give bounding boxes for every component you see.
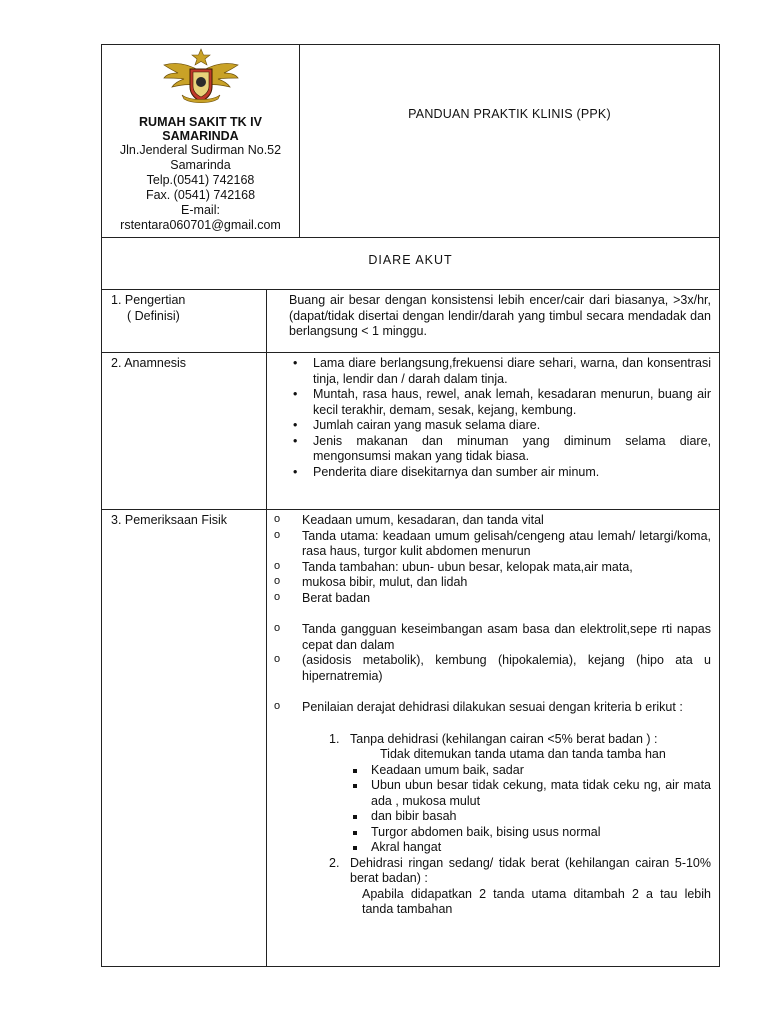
list-item: o Berat badan (258, 591, 711, 607)
list-item: Turgor abdomen baik, bising usus normal (350, 825, 711, 841)
physical-exam-content (267, 510, 719, 966)
section-label: 3. Pemeriksaan Fisik (102, 510, 267, 966)
list-item: o mukosa bibir, mulut, dan lidah (258, 575, 711, 591)
hospital-name-line-2: SAMARINDA (162, 129, 239, 143)
list-item: dan bibir basah (350, 809, 711, 825)
document-header (102, 45, 719, 238)
anamnesis-content (267, 353, 719, 509)
dehydration-grade (308, 856, 711, 918)
hospital-name-line-1: RUMAH SAKIT TK IV (139, 115, 262, 129)
section-pemeriksaan-fisik (102, 510, 719, 966)
grade-number: 1. (329, 731, 340, 746)
list-item: • Penderita diare disekitarnya dan sumber air minum. (290, 465, 711, 481)
email-label: E-mail: (181, 203, 220, 217)
grade-title: Tanpa dehidrasi (kehilangan cairan <5% berat badan ) : (350, 731, 658, 746)
fax-line: Fax. (0541) 742168 (145, 188, 256, 202)
ppk-document (101, 44, 720, 967)
hospital-emblem-icon (160, 47, 242, 109)
dehydration-grade-list (267, 732, 711, 918)
list-item: o (asidosis metabolik), kembung (hipokalemia), kejang (hipo ata u hipernatremia) (258, 653, 711, 684)
list-item: o Penilaian derajat dehidrasi dilakukan sesuai dengan kriteria b erikut : (258, 700, 711, 716)
anamnesis-list (267, 356, 711, 480)
email-address: rstentara060701@gmail.com (120, 218, 281, 232)
list-item: • Lama diare berlangsung,frekuensi diare sehari, warna, dan konsentrasi tinja, lendir dan / darah dalam tinja. (290, 356, 711, 387)
list-item: • Muntah, rasa haus, rewel, anak lemah, kesadaran menurun, buang air kecil terakhir, demam, sesak, kejang, kembung. (290, 387, 711, 418)
grade-title: Dehidrasi ringan sedang/ tidak berat (kehilangan cairan 5-10% berat badan) : (350, 855, 711, 885)
grade-number: 2. (329, 855, 340, 870)
definition-text: Buang air besar dengan konsistensi lebih encer/cair dari biasanya, >3x/hr, (dapat/tidak disertai dengan lendir/darah yang timbul secara mendadak dan berlangsung < 1 minggu. (289, 293, 711, 338)
grade-description: Tidak ditemukan tanda utama dan tanda tamba han (380, 747, 666, 761)
phone-line: Telp.(0541) 742168 (146, 173, 255, 187)
section-pengertian (102, 290, 719, 353)
list-item: Keadaan umum baik, sadar (350, 763, 711, 779)
address-line: Jln.Jenderal Sudirman No.52 (119, 143, 282, 157)
list-item: o Tanda tambahan: ubun- ubun besar, kelopak mata,air mata, (258, 560, 711, 576)
section-label: 2. Anamnesis (102, 353, 267, 509)
document-title: DIARE AKUT (102, 238, 719, 290)
dehydration-grade (329, 732, 711, 856)
list-item: Akral hangat (350, 840, 711, 856)
list-item: o Tanda utama: keadaan umum gelisah/cengeng atau lemah/ letargi/koma, rasa haus, turgor kulit abdomen menurun (258, 529, 711, 560)
section-anamnesis (102, 353, 719, 510)
document-type: PANDUAN PRAKTIK KLINIS (PPK) (408, 107, 611, 121)
city-line: Samarinda (170, 158, 231, 172)
section-label-sub: ( Definisi) (127, 308, 180, 323)
grade-signs-list (350, 763, 711, 856)
physical-exam-list (258, 513, 711, 716)
grade-description: Apabila didapatkan 2 tanda utama ditambah 2 a tau lebih tanda tambahan (362, 886, 711, 916)
list-item: • Jenis makanan dan minuman yang diminum selama diare, mengonsumsi makan yang tidak biasa. (290, 434, 711, 465)
section-label-main: 1. Pengertian (111, 293, 186, 307)
section-label (102, 290, 267, 352)
list-item: • Jumlah cairan yang masuk selama diare. (290, 418, 711, 434)
hospital-info (102, 45, 300, 237)
list-item: o Keadaan umum, kesadaran, dan tanda vital (258, 513, 711, 529)
list-item: o Tanda gangguan keseimbangan asam basa dan elektrolit,sepe rti napas cepat dan dalam (258, 622, 711, 653)
list-item: Ubun ubun besar tidak cekung, mata tidak ceku ng, air mata ada , mukosa mulut (350, 778, 711, 809)
